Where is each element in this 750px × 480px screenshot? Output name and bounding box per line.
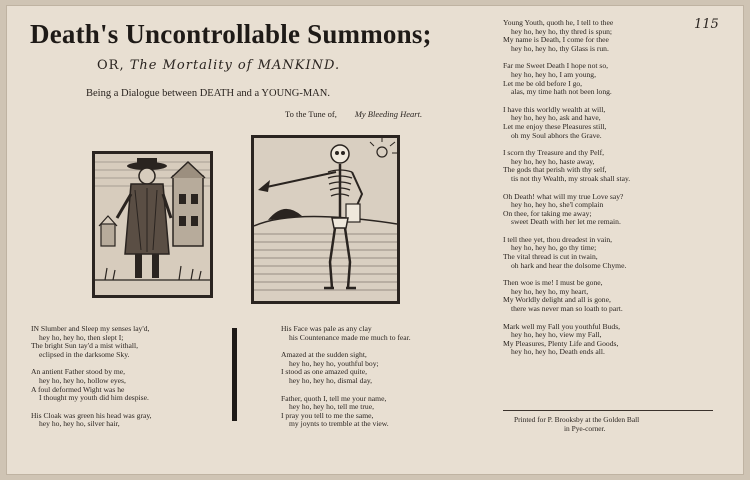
verse-line: My name is Death, I come for thee	[503, 35, 609, 45]
verse-line: my joynts to tremble at the view.	[289, 419, 389, 429]
verse-line: IN Slumber and Sleep my senses lay'd,	[31, 324, 150, 333]
colophon-rule	[503, 410, 713, 411]
verse-line: A foul deformed Wight was he	[31, 384, 125, 394]
gentleman-woodcut	[92, 151, 213, 298]
verse-line: I pray you tell to me the same,	[281, 410, 374, 420]
gentleman-figure	[95, 154, 210, 295]
stanza	[503, 19, 630, 53]
printer-line-1: Printed for P. Brooksby at the Golden Ball	[514, 415, 640, 424]
subtitle-text: The Mortality of MANKIND.	[129, 58, 341, 73]
verse-line: I tell thee yet, thou dreadest in vain,	[503, 234, 613, 244]
subtitle-or: OR,	[97, 58, 125, 73]
verse-line: hey ho, hey ho, thy Glass is run.	[511, 43, 609, 53]
stanza	[281, 325, 411, 342]
verse-line: Then woe is me! I must be gone,	[503, 278, 603, 288]
death-skeleton-figure	[254, 138, 397, 301]
stanza	[503, 323, 630, 357]
stanza	[503, 279, 630, 313]
verse-line: eclipsed in the darksome Sky.	[39, 349, 130, 359]
verse-line: An antient Father stood by me,	[31, 367, 126, 377]
verse-line: hey ho, hey ho, she'l complain	[511, 200, 604, 210]
column-divider-bar	[232, 328, 237, 421]
verse-line: On thee, for taking me away;	[503, 208, 592, 218]
stanza	[503, 149, 630, 183]
verse-line: I thought my youth did him despise.	[39, 393, 149, 403]
verse-line: The vital thread is cut in twain,	[503, 252, 598, 262]
verse-line: My Worldly delight and all is gone,	[503, 295, 611, 305]
verse-column-left	[31, 325, 152, 438]
verse-line: his Countenance made me much to fear.	[289, 332, 411, 342]
verse-line: hey ho, hey ho, dismal day,	[289, 375, 373, 385]
verse-line: I scorn thy Treasure and thy Pelf,	[503, 148, 605, 158]
verse-line: I stood as one amazed quite,	[281, 367, 368, 377]
verse-column-middle	[281, 325, 411, 438]
verse-line: hey ho, hey ho, view my Fall,	[511, 330, 602, 340]
verse-line: sweet Death with her let me remain.	[511, 217, 621, 227]
verse-line: Far me Sweet Death I hope not so,	[503, 61, 609, 71]
verse-line: hey ho, hey ho, youthful boy;	[289, 358, 379, 368]
verse-line: hey ho, hey ho, thy thred is spun;	[511, 26, 613, 36]
stanza	[31, 368, 152, 402]
stanza	[281, 395, 411, 429]
verse-line: My Pleasures, Plenty Life and Goods,	[503, 338, 619, 348]
verse-line: Amazed at the sudden sight,	[281, 350, 367, 360]
stanza	[281, 351, 411, 385]
verse-line: Father, quoth I, tell me your name,	[281, 393, 387, 403]
verse-line: tis not thy Wealth, my stroak shall stay.	[511, 173, 631, 183]
verse-line: I have this worldly wealth at will,	[503, 104, 606, 114]
ballad-title: Death's Uncontrollable Summons;	[30, 19, 432, 49]
verse-column-right	[503, 19, 630, 366]
verse-line: His Face was pale as any clay	[281, 324, 372, 333]
verse-line: The bright Sun tay'd a mist withall,	[31, 341, 139, 351]
stanza	[31, 412, 152, 429]
verse-line: hey ho, hey ho, silver hair,	[39, 419, 120, 429]
stanza	[503, 236, 630, 270]
verse-line: oh hark and hear the dolsome Chyme.	[511, 260, 627, 270]
verse-line: Let me be old before I go,	[503, 78, 583, 88]
verse-line: hey ho, hey ho, tell me true,	[289, 402, 374, 412]
death-woodcut	[251, 135, 400, 304]
ballad-subtitle	[97, 58, 340, 73]
verse-line: His Cloak was green his head was gray,	[31, 410, 152, 420]
verse-line: Let me enjoy these Pleasures still,	[503, 121, 607, 131]
tune-name: My Bleeding Heart.	[354, 109, 423, 119]
verse-line: Oh Death! what will my true Love say?	[503, 191, 624, 201]
verse-line: hey ho, hey ho, haste away,	[511, 156, 595, 166]
tune-prefix: To the Tune of,	[285, 109, 337, 119]
stanza	[503, 62, 630, 96]
verse-line: hey ho, hey ho, I am young,	[511, 69, 596, 79]
verse-line: there was never man so loath to part.	[511, 304, 623, 314]
verse-line: Young Youth, quoth he, I tell to thee	[503, 18, 614, 27]
verse-line: oh my Soul abhors the Grave.	[511, 130, 602, 140]
verse-line: hey ho, hey ho, then slept I;	[39, 332, 124, 342]
verse-line: hey ho, hey ho, hollow eyes,	[39, 375, 126, 385]
verse-line: hey ho, hey ho, ask and have,	[511, 113, 601, 123]
verse-line: Mark well my Fall you youthful Buds,	[503, 321, 621, 331]
verse-line: hey ho, hey ho, go thy time;	[511, 243, 597, 253]
printer-colophon	[514, 415, 639, 433]
page-number: 115	[694, 17, 719, 32]
verse-line: The gods that perish with thy self,	[503, 165, 607, 175]
stanza	[503, 193, 630, 227]
tune-line	[285, 109, 422, 119]
verse-line: hey ho, hey ho, my heart,	[511, 286, 589, 296]
printer-line-2: in Pye-corner.	[564, 424, 606, 433]
stanza	[31, 325, 152, 359]
dialogue-line: Being a Dialogue between DEATH and a YOUNG-MAN.	[86, 88, 330, 99]
stanza	[503, 106, 630, 140]
verse-line: hey ho, hey ho, Death ends all.	[511, 347, 605, 357]
verse-line: alas, my time hath not been long.	[511, 87, 612, 97]
